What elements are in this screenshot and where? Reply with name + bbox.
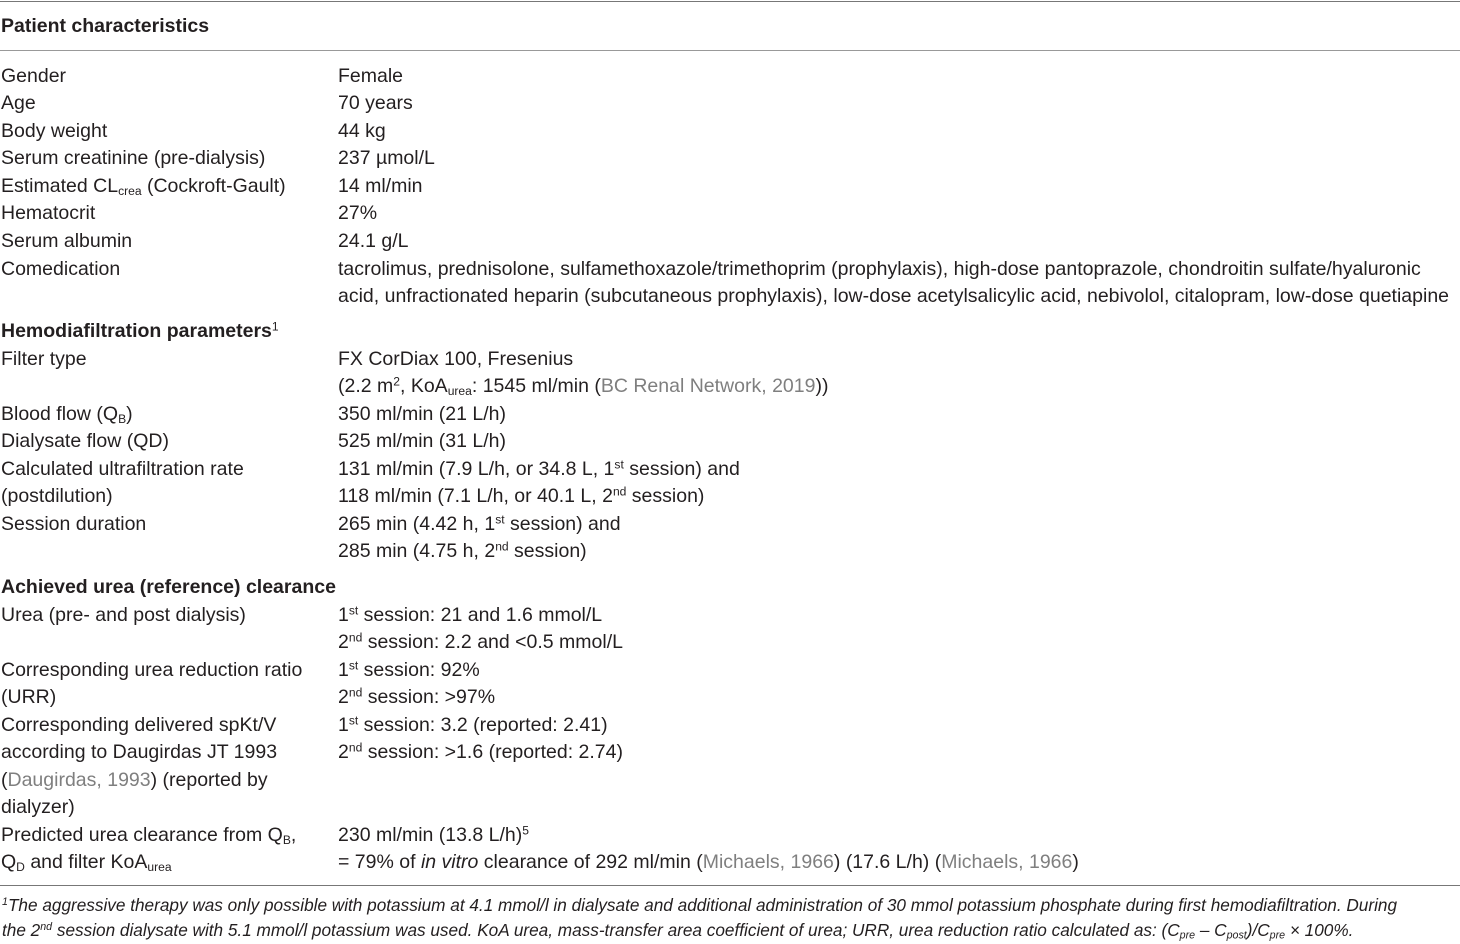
value-line: (2.2 $m^2$, KoA$_{urea}$: 1545 ml/min (BC Renal Network, 2019)) — [338, 374, 829, 399]
label: Urea (pre- and post dialysis) — [1, 604, 246, 626]
section-header-urea: Achieved urea (reference) clearance — [1, 576, 336, 598]
table-bottom-rule — [0, 885, 1460, 886]
label: Comedication — [1, 258, 121, 280]
value: 70 years — [338, 92, 413, 114]
value: Female — [338, 65, 404, 87]
value-line: 230 ml/min (13.8 L/h)$^5$ — [338, 823, 529, 846]
label: Filter type — [1, 348, 87, 370]
section-header-hdf: Hemodiafiltration parameters$^1$ — [1, 319, 279, 342]
label: Dialysate flow (QD) — [1, 430, 169, 452]
value-line: 118 ml/min (7.1 L/h, or 40.1 L, 2nd session) — [338, 484, 705, 507]
value: 27% — [338, 202, 378, 224]
label: Hematocrit — [1, 202, 96, 224]
value: 237 µmol/L — [338, 147, 435, 169]
label-line: (postdilution) — [1, 485, 113, 507]
citation-link[interactable]: Michaels, 1966 — [941, 851, 1073, 873]
value-line: 1st session: 92% — [338, 658, 480, 681]
value-line: 265 min (4.42 h, 1st session) and — [338, 512, 621, 535]
value-line: = 79% of in vitro clearance of 292 ml/min (Michaels, 1966) (17.6 L/h) (Michaels, 1966) — [338, 851, 1079, 873]
label: Blood flow $(Q_B)$ — [1, 403, 133, 427]
citation-link[interactable]: Daugirdas, 1993 — [7, 769, 151, 791]
label-line: $Q_D$ and filter KoA$_{urea}$ — [1, 851, 172, 875]
value: 24.1 g/L — [338, 230, 409, 252]
label-line: according to Daugirdas JT 1993 — [1, 741, 278, 763]
citation-link[interactable]: Michaels, 1966 — [702, 851, 834, 873]
label-line: Corresponding delivered spKt/V — [1, 714, 277, 736]
label-line: (URR) — [1, 686, 57, 708]
value-line: 285 min (4.75 h, 2nd session) — [338, 539, 587, 562]
value-line: 2nd session: >1.6 (reported: 2.74) — [338, 740, 623, 763]
label: Body weight — [1, 120, 108, 142]
label-line: Predicted urea clearance from $Q_B$, — [1, 824, 297, 848]
value-line: FX CorDiax 100, Fresenius — [338, 348, 574, 370]
citation-link[interactable]: BC Renal Network, 2019 — [600, 375, 816, 397]
value: 525 ml/min (31 L/h) — [338, 430, 506, 452]
value: 350 ml/min (21 L/h) — [338, 403, 506, 425]
label: Gender — [1, 65, 67, 87]
value-line: 1st session: 21 and 1.6 mmol/L — [338, 603, 603, 626]
label: Age — [1, 92, 36, 114]
table-top-rule — [0, 1, 1460, 2]
section-header-patient: Patient characteristics — [1, 15, 210, 37]
value-line: 131 ml/min (7.9 L/h, or 34.8 L, 1st session) and — [338, 457, 740, 480]
value-line: acid, unfractionated heparin (subcutaneous prophylaxis), low-dose acetylsalicylic acid, nebivolol, citalopram, low-dose quetiapine — [338, 285, 1450, 307]
value: 44 kg — [338, 120, 386, 142]
label: Estimated $CL_{crea}$ (Cockroft-Gault) — [1, 175, 286, 199]
label: Session duration — [1, 513, 147, 535]
label-line: (Daugirdas, 1993) (reported by — [1, 769, 268, 791]
label-line: Calculated ultrafiltration rate — [1, 458, 244, 480]
value-line: tacrolimus, prednisolone, sulfamethoxazole/trimethoprim (prophylaxis), high-dose pantoprazole, chondroitin sulfate/hyaluronic — [338, 258, 1421, 280]
value-line: 2nd session: >97% — [338, 685, 496, 708]
label: Serum albumin — [1, 230, 133, 252]
footnote-line: the 2nd session dialysate with 5.1 mmol/l potassium was used. KoA urea, mass-transfer area coefficient of urea; URR, urea reduction ratio calculated as: $(C_{pre} - C_{post})/C_{pre} \times 100\%$. — [2, 920, 1354, 942]
value: 14 ml/min — [338, 175, 423, 197]
header-rule — [0, 50, 1460, 51]
label-line: dialyzer) — [1, 796, 75, 818]
label-line: Corresponding urea reduction ratio — [1, 659, 303, 681]
label: Serum creatinine (pre-dialysis) — [1, 147, 266, 169]
footnote-line: $^1$The aggressive therapy was only possible with potassium at 4.1 mmol/l in dialysate and additional administration of 30 mmol potassium phosphate during first hemodiafiltration. During — [2, 895, 1398, 915]
value-line: 1st session: 3.2 (reported: 2.41) — [338, 713, 608, 736]
value-line: 2nd session: 2.2 and <0.5 mmol/L — [338, 630, 623, 653]
